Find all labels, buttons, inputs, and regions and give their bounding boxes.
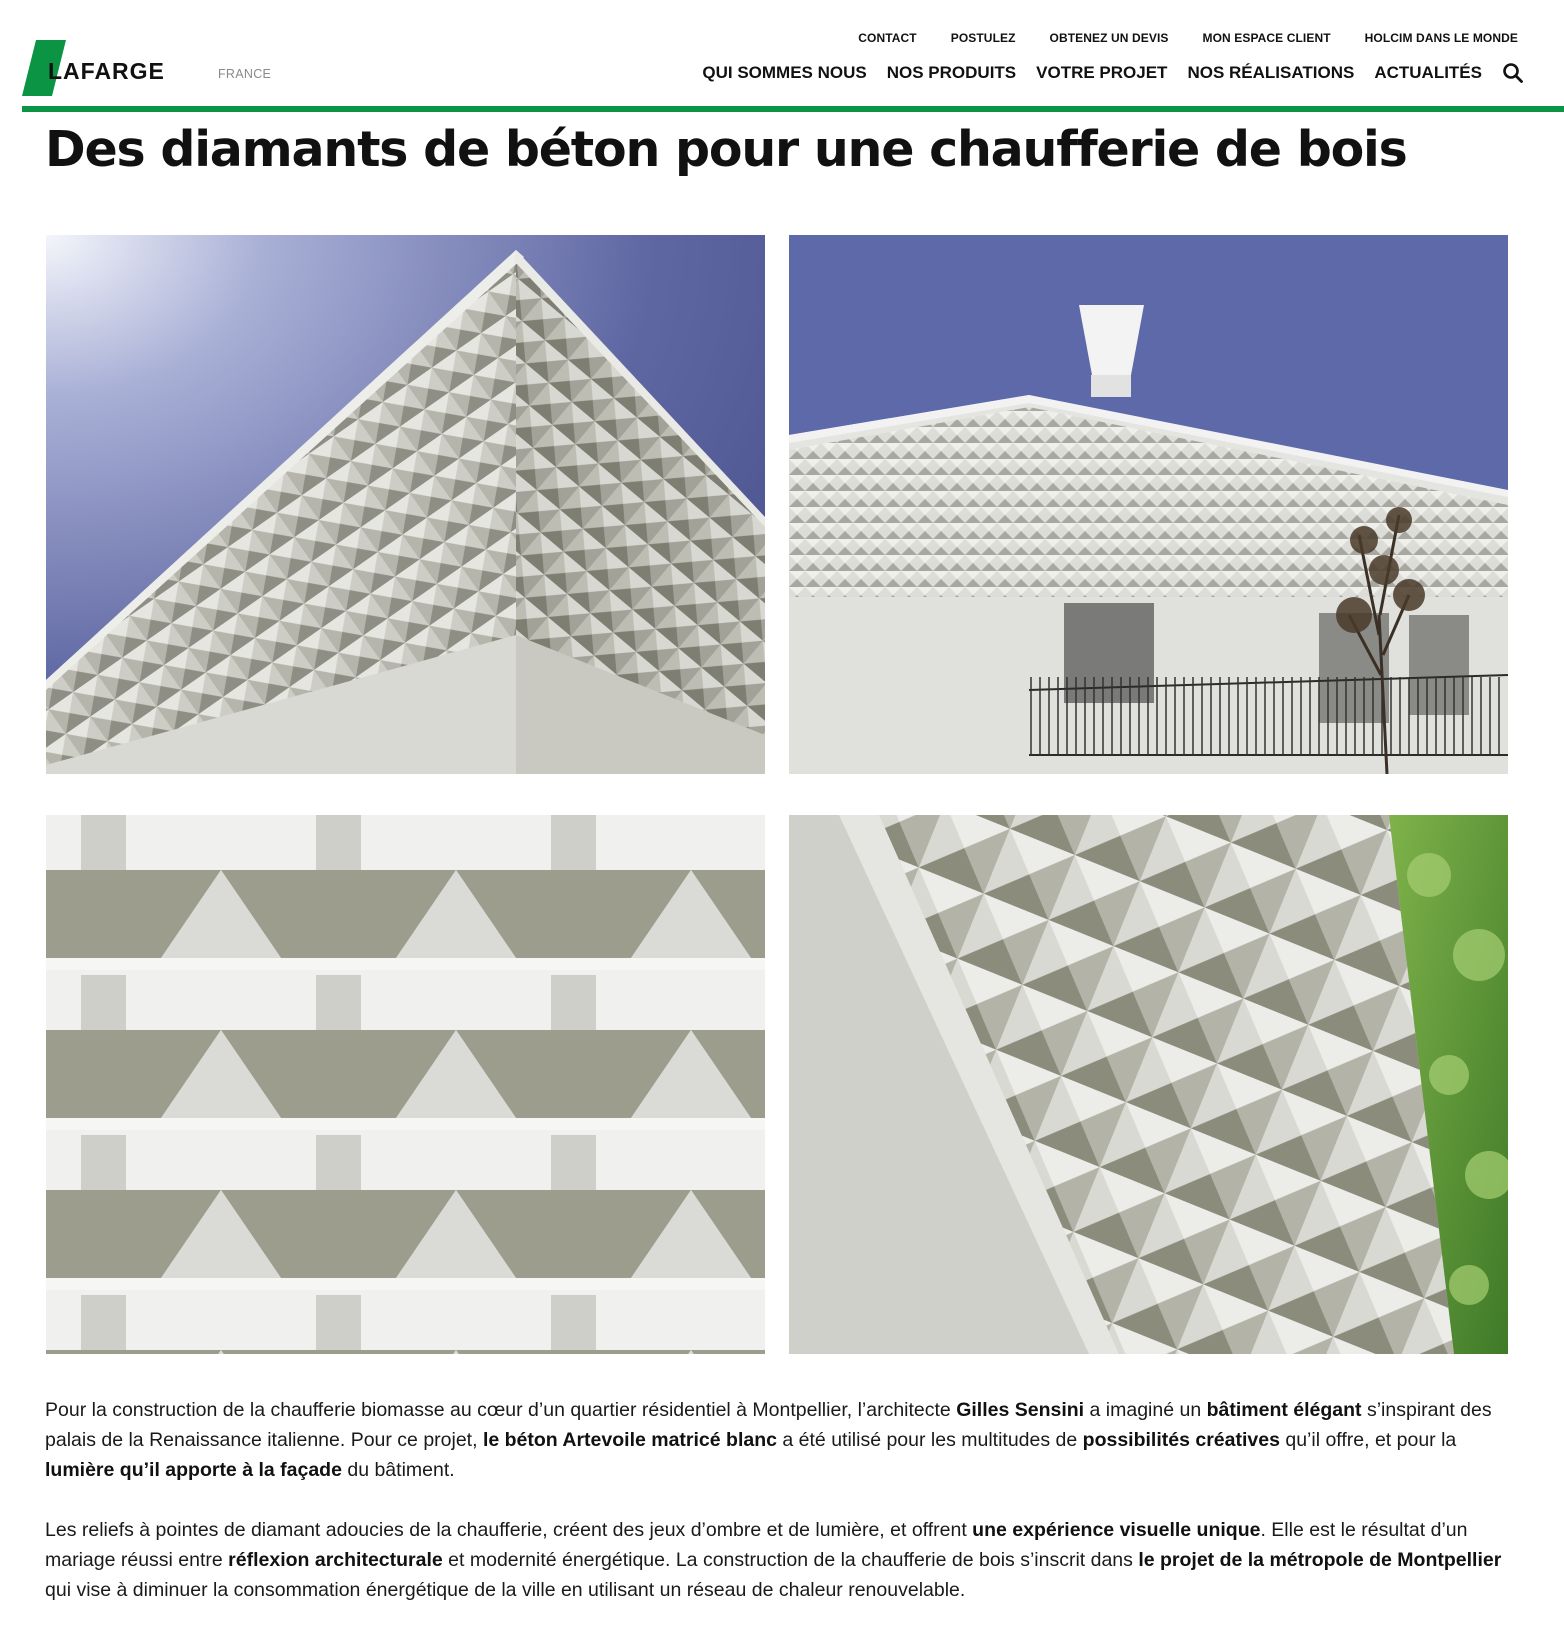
p1-text: a imaginé un: [1084, 1399, 1207, 1421]
article-body: [45, 1395, 1515, 1635]
p1-text: s’inspirant des palais de la Renaissance italienne. Pour ce projet,: [45, 1399, 1492, 1451]
utility-link-contact[interactable]: CONTACT: [858, 31, 917, 45]
nav-nos-realisations[interactable]: NOS RÉALISATIONS: [1187, 63, 1355, 82]
utility-link-devis[interactable]: OBTENEZ UN DEVIS: [1049, 31, 1169, 45]
p2-text: . Elle est le résultat d’un mariage réussi entre: [45, 1519, 1468, 1571]
photo-building-chimney: [789, 235, 1508, 774]
p2-text: Les reliefs à pointes de diamant adoucies de la chaufferie, créent des jeux d’ombre et de lumière, et offrent: [45, 1519, 973, 1541]
p1-bold-batiment: bâtiment élégant: [1206, 1399, 1362, 1421]
p2-bold-experience: une expérience visuelle unique: [972, 1519, 1261, 1541]
p2-text: et modernité énergétique. La construction de la chaufferie de bois s’inscrit dans: [442, 1549, 1139, 1571]
utility-link-holcim-monde[interactable]: HOLCIM DANS LE MONDE: [1364, 31, 1518, 45]
article-paragraph-1: [45, 1395, 1515, 1485]
logo-wordmark: LAFARGE: [48, 58, 165, 84]
p1-text: du bâtiment.: [341, 1459, 455, 1481]
p1-text: qu’il offre, et pour la: [1279, 1429, 1457, 1451]
header-accent-rule: [22, 106, 1564, 112]
article-paragraph-2: [45, 1515, 1515, 1605]
p1-bold-lumiere: lumière qu’il apporte à la façade: [45, 1459, 342, 1481]
p1-text: Pour la construction de la chaufferie biomasse au cœur d’un quartier résidentiel à Montpellier, l’architecte: [45, 1399, 957, 1421]
main-nav: [682, 62, 1524, 84]
country-label: FRANCE: [218, 67, 272, 81]
p1-bold-beton: le béton Artevoile matricé blanc: [482, 1429, 777, 1451]
p1-bold-architect: Gilles Sensini: [956, 1399, 1085, 1421]
nav-nos-produits[interactable]: NOS PRODUITS: [886, 63, 1017, 82]
nav-qui-sommes-nous[interactable]: QUI SOMMES NOUS: [702, 63, 867, 82]
site-header: [0, 0, 1564, 113]
utility-link-espace-client[interactable]: MON ESPACE CLIENT: [1202, 31, 1331, 45]
p2-bold-reflexion: réflexion architecturale: [228, 1549, 443, 1571]
photo-facade-corner: [46, 235, 765, 774]
photo-diamond-relief-closeup: [46, 815, 765, 1354]
p1-bold-possibilites: possibilités créatives: [1082, 1429, 1280, 1451]
lafarge-logo[interactable]: [22, 40, 192, 96]
utility-nav: [824, 31, 1518, 45]
utility-link-postulez[interactable]: POSTULEZ: [950, 31, 1016, 45]
nav-votre-projet[interactable]: VOTRE PROJET: [1036, 63, 1168, 82]
p2-text: qui vise à diminuer la consommation énergétique de la ville en utilisant un réseau de chaleur renouvelable.: [45, 1579, 966, 1601]
photo-angled-relief-tree: [789, 815, 1508, 1354]
search-icon[interactable]: [1502, 62, 1524, 84]
p2-bold-projet: le projet de la métropole de Montpellier: [1138, 1549, 1502, 1571]
nav-actualites[interactable]: ACTUALITÉS: [1374, 63, 1482, 82]
page-title: Des diamants de béton pour une chaufferie de bois: [45, 121, 1407, 178]
p1-text: a été utilisé pour les multitudes de: [776, 1429, 1083, 1451]
